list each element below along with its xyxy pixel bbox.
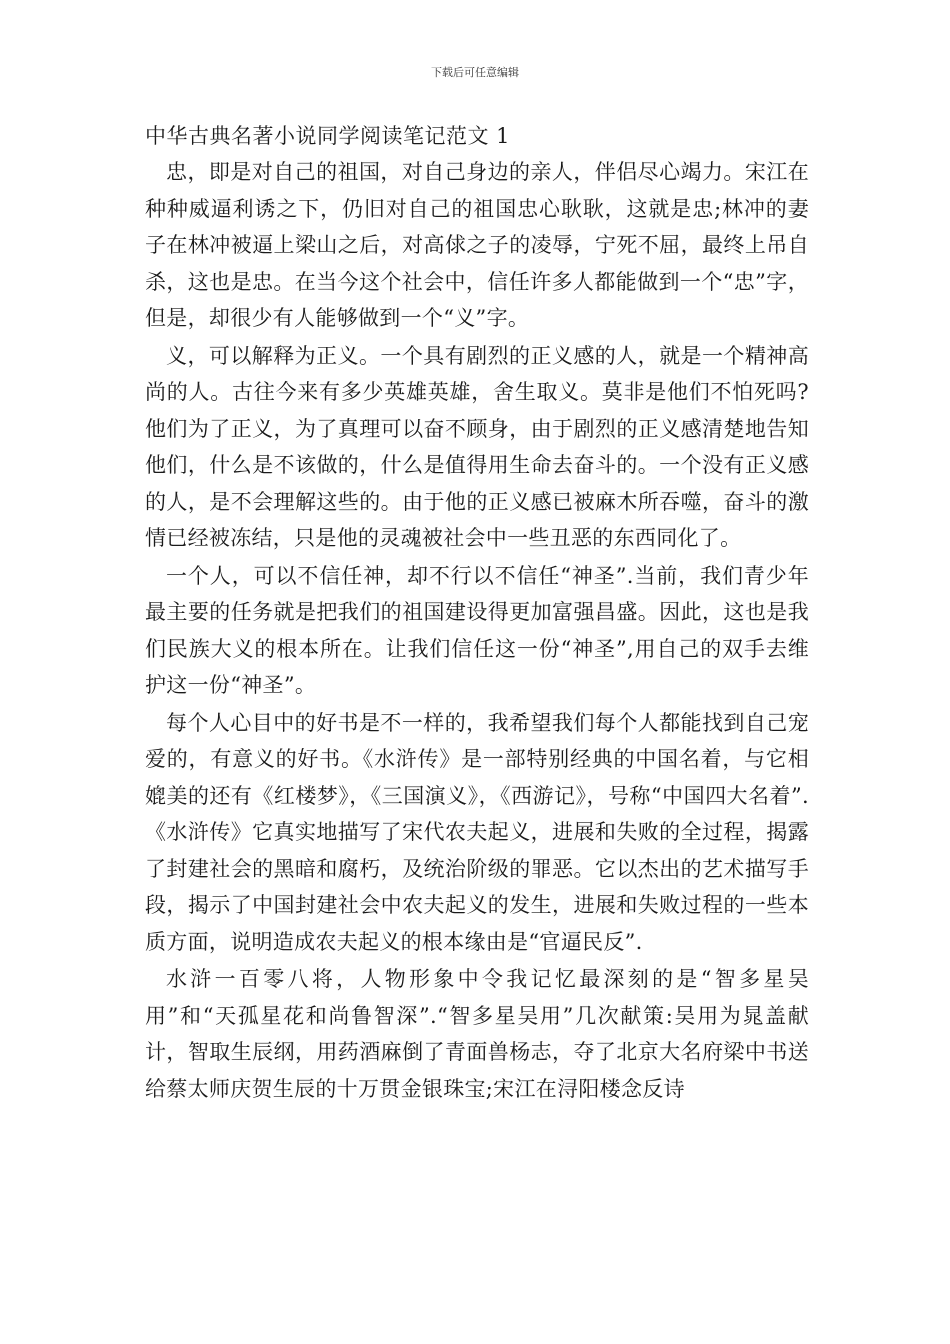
paragraph-water-margin-heroes: 水浒一百零八将，人物形象中令我记忆最深刻的是“智多星吴用”和“天孤星花和尚鲁智深”.“智多星吴用”几次献策:吴用为晁盖献计，智取生辰纲，用药酒麻倒了青面兽杨志，夺了北京大名府梁中书送给蔡太师庆贺生辰的十万贯金银珠宝;宋江在浔阳楼念反诗: [145, 967, 809, 1101]
page-header-note: 下载后可任意编辑: [431, 66, 519, 79]
paragraph-loyalty: 忠，即是对自己的祖国，对自己身边的亲人，伴侣尽心竭力。宋江在种种威逼利诱之下，仍旧对自己的祖国忠心耿耿，这就是忠;林冲的妻子在林冲被逼上梁山之后，对高俅之子的凌辱，宁死不屈，最终上吊自杀，这也是忠。在当今这个社会中，信任许多人都能做到一个“忠”字，但是，却很少有人能够做到一个“义”字。: [145, 160, 809, 330]
document-title: 中华古典名著小说同学阅读笔记范文 1: [145, 124, 511, 148]
paragraph-righteousness: 义，可以解释为正义。一个具有剧烈的正义感的人，就是一个精神高尚的人。古往今来有多少英雄英雄，舍生取义。莫非是他们不怕死吗?他们为了正义，为了真理可以奋不顾身，由于剧烈的正义感清楚地告知他们，什么是不该做的，什么是值得用生命去奋斗的。一个没有正义感的人，是不会理解这些的。由于他的正义感已被麻木所吞噬，奋斗的激情已经被冻结，只是他的灵魂被社会中一些丑恶的东西同化了。: [145, 343, 809, 550]
paragraph-good-books: 每个人心目中的好书是不一样的，我希望我们每个人都能找到自己宠爱的，有意义的好书。《水浒传》是一部特别经典的中国名着，与它相媲美的还有《红楼梦》，《三国演义》，《西游记》，号称“中国四大名着”.《水浒传》它真实地描写了宋代农夫起义，进展和失败的全过程，揭露了封建社会的黑暗和腐朽，及统治阶级的罪恶。它以杰出的艺术描写手段，揭示了中国封建社会中农夫起义的发生，进展和失败过程的一些本质方面，说明造成农夫起义的根本缘由是“官逼民反”.: [145, 710, 809, 954]
document-body: [145, 118, 809, 1107]
paragraph-sacred: 一个人，可以不信任神，却不行以不信任“神圣”.当前，我们青少年最主要的任务就是把我们的祖国建设得更加富强昌盛。因此，这也是我们民族大义的根本所在。让我们信任这一份“神圣”,用自己的双手去维护这一份“神圣”。: [145, 563, 809, 697]
